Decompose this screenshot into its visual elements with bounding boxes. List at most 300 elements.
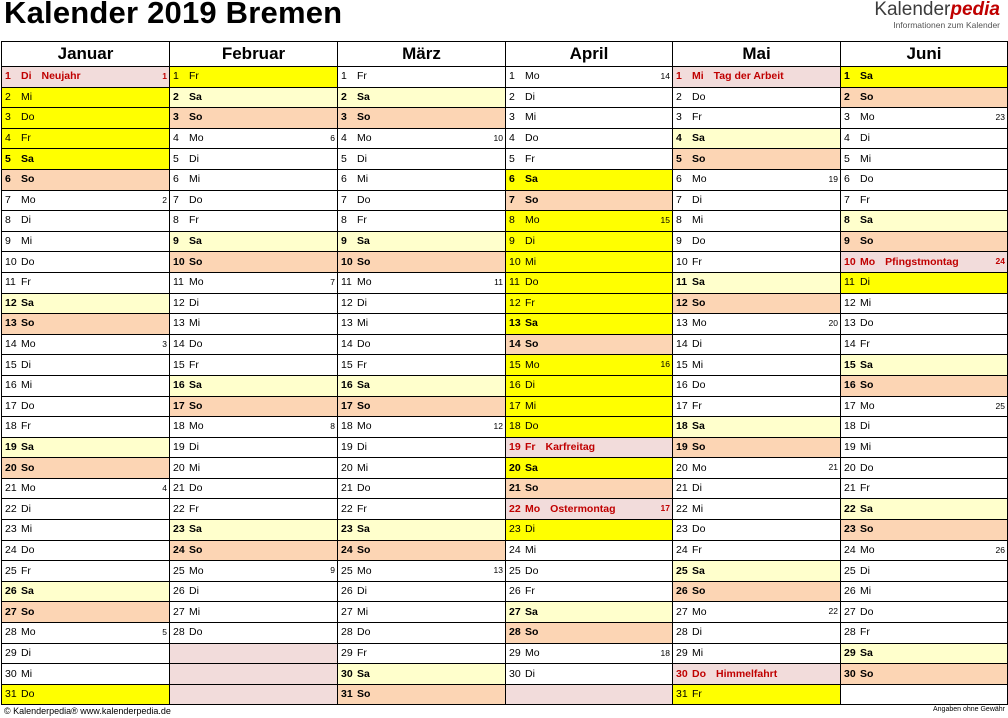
- calendar-row: [2, 684, 1008, 705]
- day-number: 24: [509, 543, 521, 556]
- day-number: 20: [173, 461, 185, 474]
- day-number: 3: [844, 111, 850, 124]
- day-cell: [506, 169, 673, 190]
- weekday-label: Mi: [860, 296, 872, 309]
- weekday-label: So: [525, 482, 539, 495]
- day-number: 15: [173, 358, 185, 371]
- day-number: 9: [844, 235, 850, 248]
- day-number: 2: [509, 90, 515, 103]
- weekday-label: Mo: [525, 358, 540, 371]
- weekday-label: Sa: [357, 667, 370, 680]
- weekday-label: Fr: [860, 626, 870, 639]
- weekday-label: Mi: [860, 440, 872, 453]
- weekday-label: Sa: [860, 646, 873, 659]
- day-number: 24: [5, 543, 17, 556]
- weekday-label: So: [21, 461, 35, 474]
- day-number: 28: [5, 626, 17, 639]
- weekday-label: Mi: [860, 585, 872, 598]
- weekday-label: Mi: [525, 399, 537, 412]
- weekday-label: Mi: [21, 235, 33, 248]
- calendar-row: [2, 437, 1008, 458]
- weekday-label: Fr: [692, 688, 702, 701]
- weekday-label: Fr: [525, 152, 535, 165]
- calendar-row: [2, 108, 1008, 129]
- day-number: 26: [509, 585, 521, 598]
- day-number: 27: [341, 605, 353, 618]
- weekday-label: Di: [525, 90, 535, 103]
- day-number: 22: [509, 502, 521, 515]
- day-cell: [673, 314, 841, 335]
- day-number: 4: [173, 132, 179, 145]
- weekday-label: Fr: [525, 440, 536, 453]
- day-number: 23: [676, 523, 688, 536]
- weekday-label: Di: [189, 296, 199, 309]
- day-number: 20: [676, 461, 688, 474]
- day-number: 20: [5, 461, 17, 474]
- day-number: 27: [844, 605, 856, 618]
- day-number: 8: [173, 214, 179, 227]
- week-number: 17: [660, 503, 670, 514]
- day-number: 25: [676, 564, 688, 577]
- day-number: 8: [676, 214, 682, 227]
- weekday-label: Mo: [860, 399, 875, 412]
- day-number: 14: [5, 338, 17, 351]
- weekday-label: So: [692, 152, 706, 165]
- day-number: 30: [844, 667, 856, 680]
- day-number: 19: [676, 440, 688, 453]
- weekday-label: Do: [860, 173, 874, 186]
- day-number: 19: [509, 440, 521, 453]
- weekday-label: Fr: [189, 502, 199, 515]
- weekday-label: Mi: [692, 70, 704, 83]
- day-cell: [338, 478, 506, 499]
- day-number: 2: [173, 90, 179, 103]
- day-cell: [338, 623, 506, 644]
- day-number: 27: [173, 605, 185, 618]
- day-cell: [2, 293, 170, 314]
- day-cell: [506, 540, 673, 561]
- weekday-label: Fr: [21, 276, 31, 289]
- week-number: 3: [162, 338, 167, 349]
- day-cell: [841, 540, 1008, 561]
- day-cell: [338, 231, 506, 252]
- day-number: 1: [341, 70, 347, 83]
- weekday-label: Fr: [21, 420, 31, 433]
- day-cell: [673, 684, 841, 705]
- weekday-label: Sa: [189, 523, 202, 536]
- day-cell: [338, 149, 506, 170]
- day-cell: [841, 67, 1008, 88]
- day-cell: [2, 437, 170, 458]
- weekday-label: Di: [525, 235, 535, 248]
- week-number: 11: [494, 276, 503, 287]
- day-cell: [506, 128, 673, 149]
- week-number: 6: [330, 132, 335, 143]
- day-cell: [170, 128, 338, 149]
- day-number: 21: [341, 482, 353, 495]
- day-cell: [2, 561, 170, 582]
- weekday-label: Di: [189, 152, 199, 165]
- day-cell: [841, 396, 1008, 417]
- day-number: 18: [173, 420, 185, 433]
- day-number: 12: [341, 296, 353, 309]
- week-number: 10: [493, 132, 503, 143]
- day-number: 31: [341, 688, 353, 701]
- weekday-label: Mo: [525, 502, 541, 515]
- day-number: 12: [509, 296, 521, 309]
- day-number: 15: [341, 358, 353, 371]
- day-cell: [841, 272, 1008, 293]
- day-cell: [2, 499, 170, 520]
- day-number: 6: [173, 173, 179, 186]
- day-number: 5: [509, 152, 515, 165]
- logo-text: Kalender: [874, 0, 951, 20]
- day-cell: [170, 458, 338, 479]
- day-cell: [506, 602, 673, 623]
- day-number: 13: [173, 317, 185, 330]
- day-number: 21: [5, 482, 17, 495]
- day-number: 23: [173, 523, 185, 536]
- day-cell: [506, 417, 673, 438]
- calendar-row: [2, 664, 1008, 685]
- day-number: 17: [341, 399, 353, 412]
- day-cell: [506, 293, 673, 314]
- weekday-label: Do: [692, 90, 706, 103]
- logo-accent: pedia: [950, 0, 1000, 20]
- weekday-label: Fr: [692, 255, 702, 268]
- weekday-label: Mo: [189, 132, 204, 145]
- weekday-label: Fr: [357, 646, 367, 659]
- weekday-label: So: [21, 173, 35, 186]
- day-cell: [170, 272, 338, 293]
- weekday-label: So: [692, 296, 706, 309]
- weekday-label: So: [692, 585, 706, 598]
- day-cell: [170, 211, 338, 232]
- calendar-row: [2, 540, 1008, 561]
- weekday-label: Do: [692, 379, 706, 392]
- day-cell: [170, 561, 338, 582]
- day-cell: [506, 87, 673, 108]
- day-cell: [170, 108, 338, 129]
- weekday-label: Sa: [860, 214, 873, 227]
- calendar-row: [2, 190, 1008, 211]
- day-number: 15: [844, 358, 856, 371]
- calendar-row: [2, 581, 1008, 602]
- weekday-label: So: [860, 90, 874, 103]
- day-number: 14: [509, 338, 521, 351]
- day-cell: [2, 540, 170, 561]
- holiday-name: Ostermontag: [550, 502, 616, 515]
- weekday-label: Di: [357, 440, 367, 453]
- day-number: 29: [509, 646, 521, 659]
- day-number: 10: [341, 255, 353, 268]
- page-title: Kalender 2019 Bremen: [4, 0, 343, 30]
- day-number: 13: [509, 317, 521, 330]
- day-cell: [841, 684, 1008, 705]
- day-cell: [2, 87, 170, 108]
- day-number: 24: [844, 543, 856, 556]
- day-cell: [506, 623, 673, 644]
- weekday-label: Di: [189, 440, 199, 453]
- day-cell: [338, 396, 506, 417]
- day-number: 2: [844, 90, 850, 103]
- day-cell: [2, 169, 170, 190]
- week-number: 22: [828, 606, 838, 617]
- calendar-row: [2, 67, 1008, 88]
- calendar-row: [2, 643, 1008, 664]
- weekday-label: Fr: [692, 543, 702, 556]
- weekday-label: Sa: [189, 235, 202, 248]
- day-cell: [506, 190, 673, 211]
- day-cell: [841, 458, 1008, 479]
- calendar-row: [2, 623, 1008, 644]
- weekday-label: Fr: [692, 111, 702, 124]
- day-cell: [2, 190, 170, 211]
- weekday-label: Do: [21, 111, 35, 124]
- day-cell: [673, 417, 841, 438]
- weekday-label: Sa: [357, 379, 370, 392]
- day-cell: [170, 169, 338, 190]
- day-cell: [841, 417, 1008, 438]
- calendar-row: [2, 314, 1008, 335]
- weekday-label: So: [21, 317, 35, 330]
- calendar-row: [2, 149, 1008, 170]
- calendar-row: [2, 375, 1008, 396]
- weekday-label: Sa: [692, 276, 705, 289]
- weekday-label: Mo: [21, 626, 36, 639]
- weekday-label: Di: [189, 585, 199, 598]
- day-number: 11: [676, 276, 688, 289]
- day-cell: [338, 437, 506, 458]
- day-cell: [338, 272, 506, 293]
- day-cell: [338, 561, 506, 582]
- month-header-2: März: [338, 42, 506, 67]
- day-number: 22: [844, 502, 856, 515]
- day-cell: [506, 478, 673, 499]
- calendar-row: [2, 355, 1008, 376]
- day-cell: [841, 664, 1008, 685]
- weekday-label: Mi: [525, 111, 537, 124]
- day-cell: [673, 334, 841, 355]
- day-cell: [2, 375, 170, 396]
- day-number: 28: [173, 626, 185, 639]
- day-cell: [2, 355, 170, 376]
- day-cell: [338, 211, 506, 232]
- week-number: 13: [493, 565, 503, 576]
- day-cell: [338, 602, 506, 623]
- weekday-label: Sa: [357, 235, 370, 248]
- day-cell: [170, 252, 338, 273]
- day-number: 3: [341, 111, 347, 124]
- day-number: 17: [844, 399, 856, 412]
- day-cell: [841, 211, 1008, 232]
- day-cell: [338, 355, 506, 376]
- day-cell: [673, 211, 841, 232]
- day-number: 29: [5, 646, 17, 659]
- day-number: 21: [676, 482, 688, 495]
- weekday-label: Mi: [692, 646, 704, 659]
- day-cell: [841, 355, 1008, 376]
- day-number: 10: [509, 255, 521, 268]
- weekday-label: Fr: [189, 214, 199, 227]
- day-cell: [338, 499, 506, 520]
- weekday-label: Sa: [525, 173, 538, 186]
- day-number: 6: [341, 173, 347, 186]
- weekday-label: Do: [21, 399, 35, 412]
- calendar-row: [2, 396, 1008, 417]
- day-cell: [338, 684, 506, 705]
- day-number: 30: [5, 667, 17, 680]
- day-number: 31: [5, 688, 17, 701]
- weekday-label: Mo: [692, 173, 707, 186]
- day-cell: [841, 581, 1008, 602]
- day-number: 15: [5, 358, 17, 371]
- day-cell: [506, 334, 673, 355]
- day-cell: [338, 643, 506, 664]
- weekday-label: Mo: [189, 420, 204, 433]
- day-cell: [673, 87, 841, 108]
- day-number: 5: [676, 152, 682, 165]
- weekday-label: Sa: [21, 585, 34, 598]
- day-number: 22: [676, 502, 688, 515]
- calendar-row: [2, 561, 1008, 582]
- day-cell: [673, 375, 841, 396]
- day-number: 25: [509, 564, 521, 577]
- day-cell: [506, 664, 673, 685]
- weekday-label: Sa: [189, 379, 202, 392]
- week-number: 25: [995, 400, 1005, 411]
- day-number: 13: [341, 317, 353, 330]
- weekday-label: Fr: [525, 296, 535, 309]
- day-number: 16: [173, 379, 185, 392]
- day-cell: [170, 87, 338, 108]
- day-number: 16: [844, 379, 856, 392]
- day-number: 6: [509, 173, 515, 186]
- day-cell: [2, 417, 170, 438]
- weekday-label: Sa: [692, 564, 705, 577]
- weekday-label: Sa: [21, 296, 34, 309]
- calendar-row: [2, 211, 1008, 232]
- day-cell: [673, 623, 841, 644]
- weekday-label: Mo: [692, 605, 707, 618]
- day-number: 1: [173, 70, 179, 83]
- weekday-label: Di: [525, 523, 535, 536]
- calendar-table: [1, 41, 1008, 705]
- day-cell: [506, 458, 673, 479]
- logo-subtitle: Informationen zum Kalender: [893, 20, 1000, 30]
- weekday-label: Sa: [357, 523, 370, 536]
- week-number: 4: [162, 482, 167, 493]
- day-cell: [506, 149, 673, 170]
- day-cell: [2, 623, 170, 644]
- day-cell: [673, 499, 841, 520]
- day-cell: [170, 664, 338, 685]
- day-cell: [841, 87, 1008, 108]
- day-number: 16: [341, 379, 353, 392]
- calendar-row: [2, 128, 1008, 149]
- weekday-label: Do: [525, 276, 539, 289]
- day-number: 22: [173, 502, 185, 515]
- day-number: 18: [676, 420, 688, 433]
- weekday-label: Fr: [357, 214, 367, 227]
- week-number: 5: [162, 627, 167, 638]
- weekday-label: Sa: [692, 420, 705, 433]
- day-number: 12: [676, 296, 688, 309]
- day-number: 8: [509, 214, 515, 227]
- weekday-label: Mo: [357, 132, 372, 145]
- weekday-label: Do: [860, 317, 874, 330]
- day-cell: [2, 108, 170, 129]
- calendar-row: [2, 458, 1008, 479]
- day-cell: [673, 561, 841, 582]
- day-number: 1: [844, 70, 850, 83]
- day-number: 17: [173, 399, 185, 412]
- day-number: 14: [676, 338, 688, 351]
- day-number: 15: [676, 358, 688, 371]
- day-number: 10: [173, 255, 185, 268]
- day-number: 2: [676, 90, 682, 103]
- day-cell: [673, 437, 841, 458]
- weekday-label: Sa: [21, 152, 34, 165]
- weekday-label: So: [357, 688, 371, 701]
- week-number: 2: [162, 194, 167, 205]
- day-number: 29: [676, 646, 688, 659]
- day-number: 13: [844, 317, 856, 330]
- weekday-label: Di: [860, 564, 870, 577]
- day-cell: [673, 643, 841, 664]
- day-number: 30: [509, 667, 521, 680]
- day-number: 1: [5, 70, 11, 83]
- holiday-name: Pfingstmontag: [885, 255, 959, 268]
- weekday-label: Do: [525, 132, 539, 145]
- day-number: 26: [5, 585, 17, 598]
- day-number: 29: [844, 646, 856, 659]
- day-cell: [2, 602, 170, 623]
- day-cell: [841, 190, 1008, 211]
- day-cell: [170, 478, 338, 499]
- day-cell: [673, 190, 841, 211]
- week-number: 7: [330, 276, 335, 287]
- day-cell: [841, 128, 1008, 149]
- day-number: 22: [341, 502, 353, 515]
- calendar-row: [2, 602, 1008, 623]
- day-number: 12: [844, 296, 856, 309]
- day-number: 18: [844, 420, 856, 433]
- day-cell: [841, 314, 1008, 335]
- day-number: 16: [676, 379, 688, 392]
- day-cell: [338, 128, 506, 149]
- weekday-label: Di: [21, 214, 31, 227]
- day-number: 11: [844, 276, 855, 289]
- day-number: 26: [844, 585, 856, 598]
- day-number: 26: [341, 585, 353, 598]
- weekday-label: So: [525, 626, 539, 639]
- weekday-label: Mi: [525, 543, 537, 556]
- day-number: 25: [844, 564, 856, 577]
- day-cell: [170, 334, 338, 355]
- kalenderpedia-logo: [874, 0, 1000, 30]
- day-cell: [170, 581, 338, 602]
- weekday-label: So: [189, 543, 203, 556]
- week-number: 26: [995, 544, 1005, 555]
- day-cell: [2, 231, 170, 252]
- day-cell: [170, 190, 338, 211]
- day-cell: [506, 581, 673, 602]
- day-cell: [2, 67, 170, 88]
- day-cell: [506, 643, 673, 664]
- weekday-label: Fr: [21, 564, 31, 577]
- weekday-label: Mi: [357, 461, 369, 474]
